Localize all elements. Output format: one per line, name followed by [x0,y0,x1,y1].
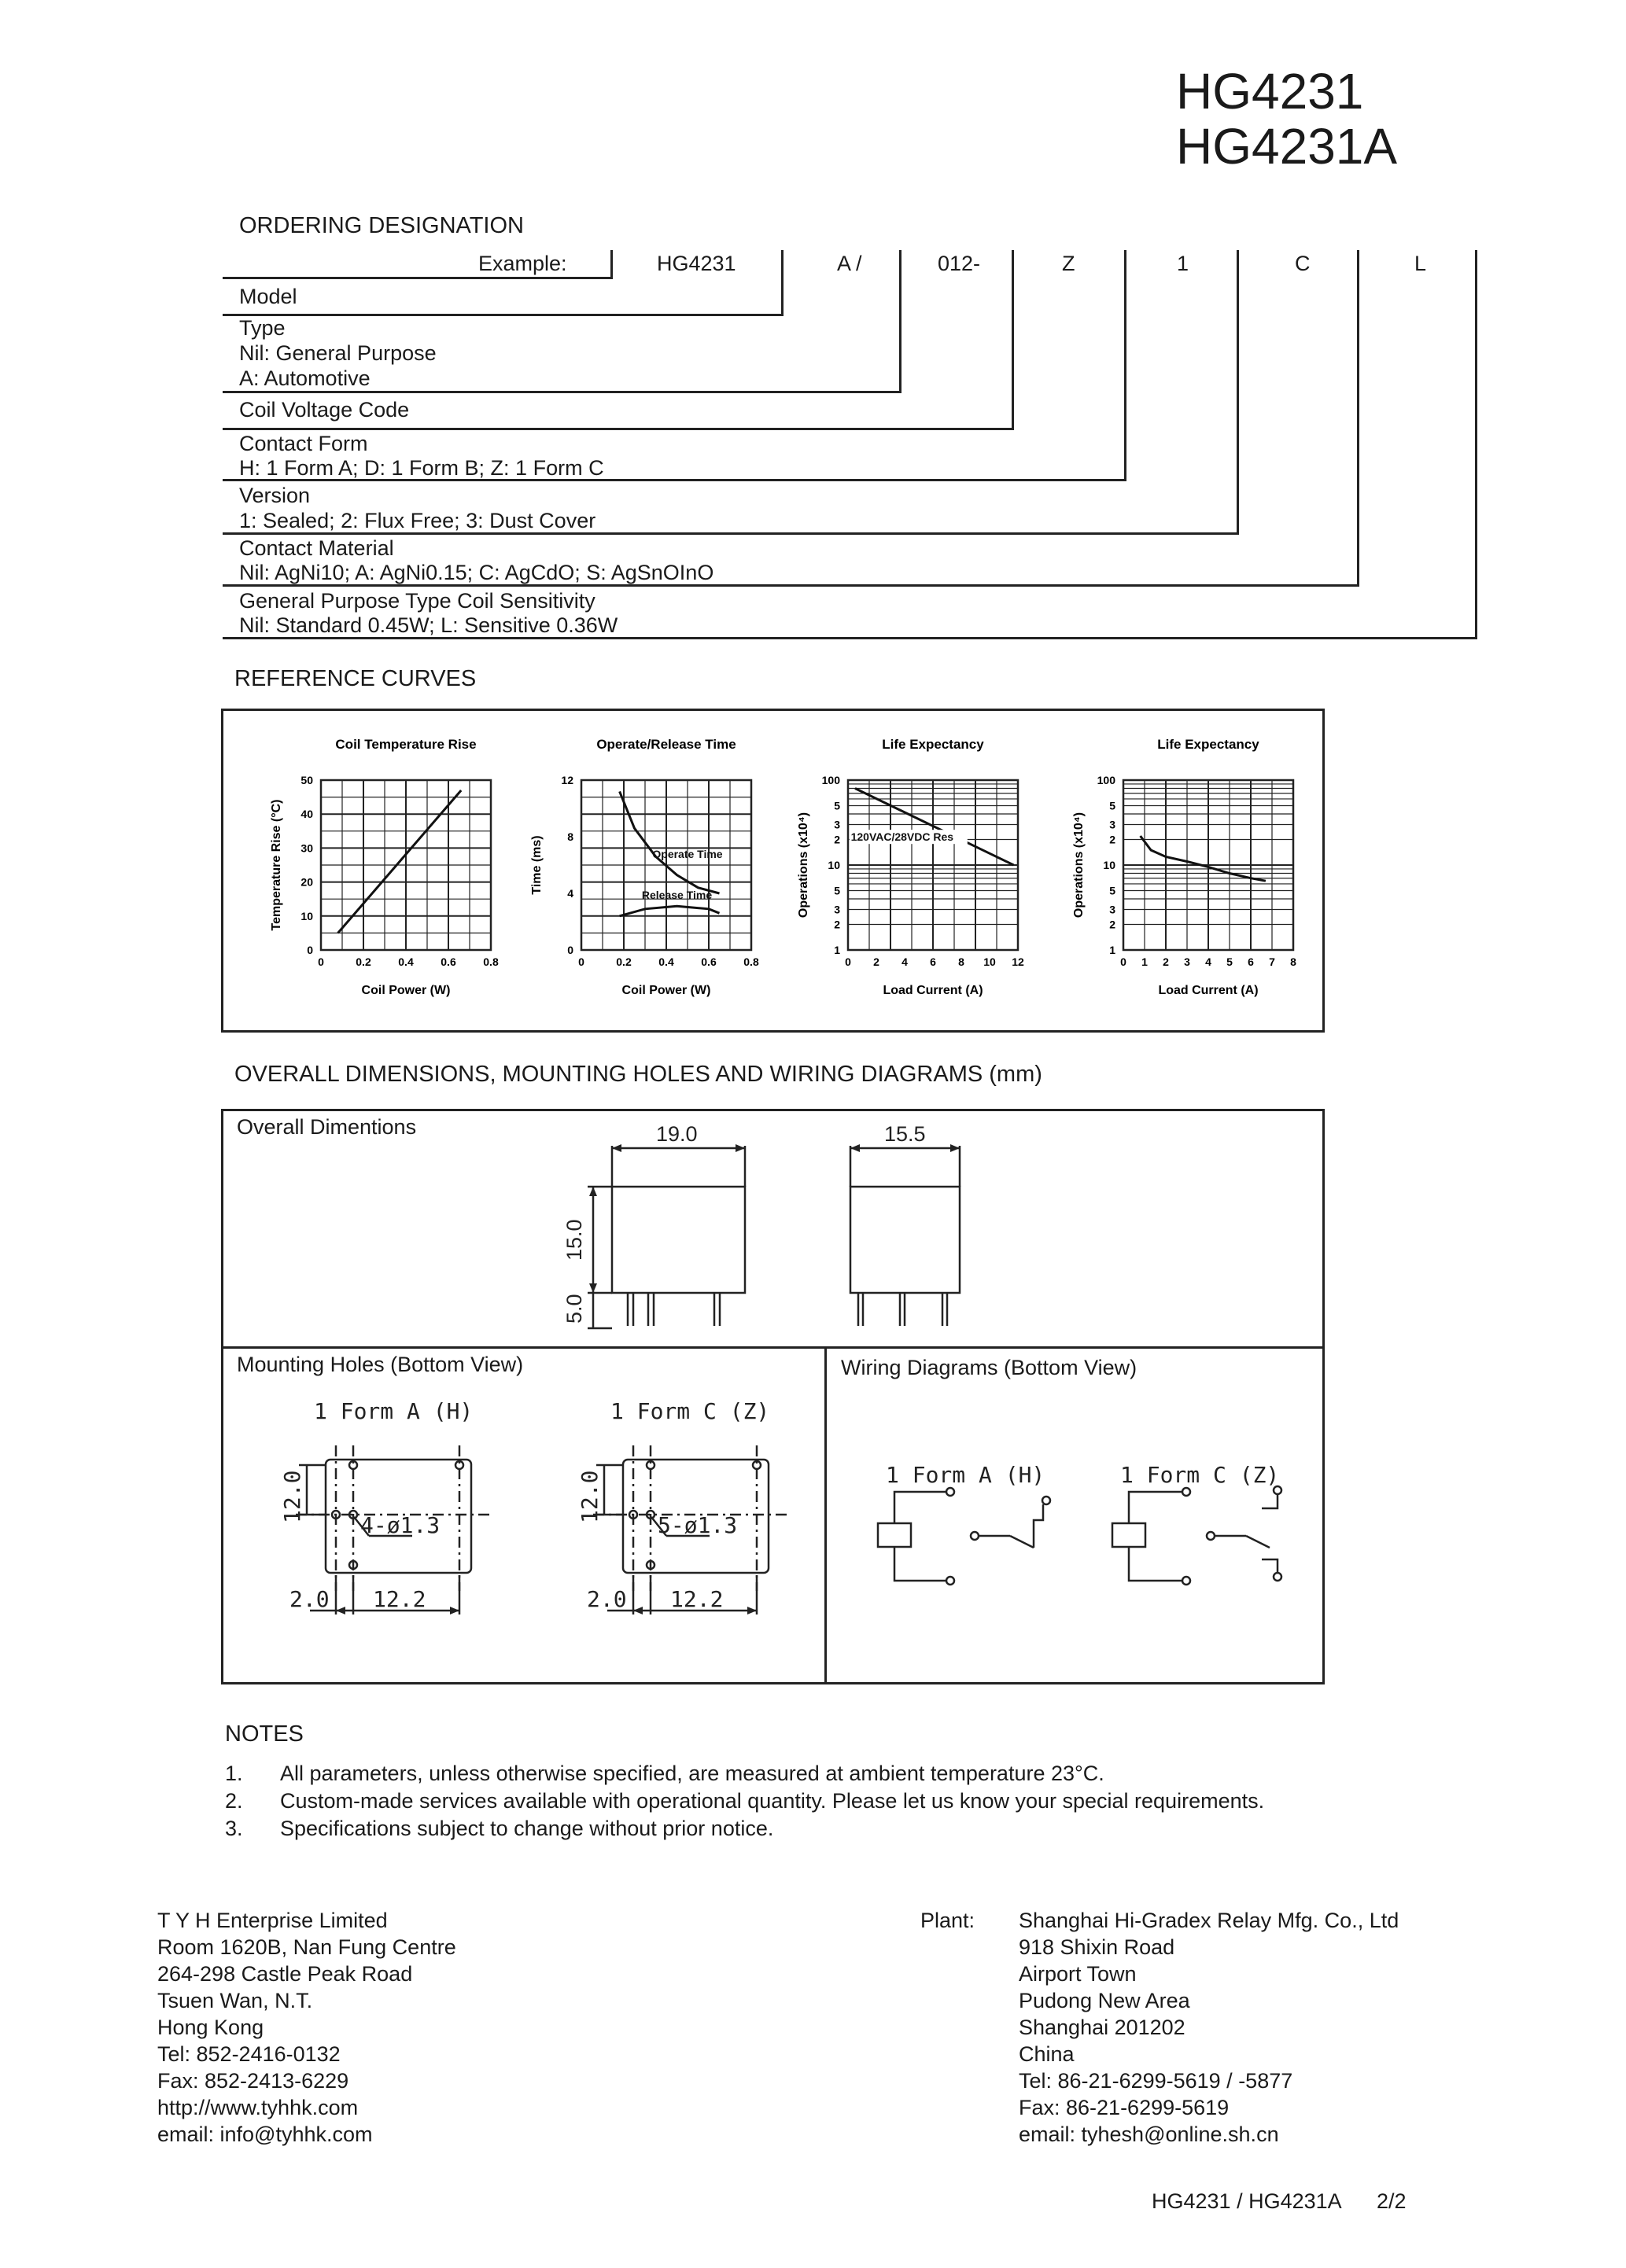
address-line: 264-298 Castle Peak Road [157,1962,413,1986]
address-line: China [1019,2042,1075,2066]
mounting-label: Mounting Holes (Bottom View) [237,1353,524,1376]
example-code-type: A / [837,252,862,275]
series-line [620,906,720,916]
y-tick-label: 12 [561,774,573,786]
x-tick-label: 0.2 [356,955,371,968]
row-form-desc: H: 1 Form A; D: 1 Form B; Z: 1 Form C [239,456,604,480]
dim-2-a: 2.0 [289,1586,330,1612]
x-tick-label: 7 [1269,955,1275,968]
x-tick-label: 2 [1163,955,1169,968]
divider [899,250,901,393]
ordering-heading: ORDERING DESIGNATION [239,213,524,238]
dim-12-c: 12.0 [577,1470,603,1523]
series-line [620,791,723,893]
y-tick-label: 0 [307,944,313,956]
x-tick-label: 6 [930,955,936,968]
dimensions-frame [221,1109,1325,1684]
y-tick-label: 3 [1109,903,1115,916]
x-tick-label: 4 [1205,955,1211,968]
address-line: T Y H Enterprise Limited [157,1909,388,1932]
note-num: 1. [225,1762,243,1785]
example-code-voltage: 012- [938,252,981,275]
dim-122-a: 12.2 [373,1586,426,1612]
model-title-2: HG4231A [1176,118,1398,175]
chart-title: Coil Temperature Rise [335,737,477,752]
address-line: Airport Town [1019,1962,1137,1986]
y-tick-label: 100 [1097,774,1115,786]
y-tick-label: 2 [834,833,840,846]
y-tick-label: 1 [834,944,840,956]
row-type-desc2: A: Automotive [239,366,371,390]
example-code-version: 1 [1177,252,1189,275]
divider [1124,250,1126,481]
x-tick-label: 0.8 [483,955,499,968]
divider [223,277,613,279]
y-tick-label: 3 [834,903,840,916]
y-tick-label: 3 [834,818,840,831]
chart-title: Operate/Release Time [596,737,736,752]
row-model-title: Model [239,285,297,308]
x-tick-label: 8 [1290,955,1296,968]
series-line [1141,836,1266,881]
y-tick-label: 2 [1109,918,1115,931]
series-label: Release Time [641,889,713,902]
x-tick-label: 0 [1120,955,1126,968]
y-axis-label: Temperature Rise (°C) [270,799,283,931]
notes-heading: NOTES [225,1721,304,1747]
address-line: Fax: 852-2413-6229 [157,2069,349,2093]
plant-label: Plant: [920,1909,975,1932]
dim-2-c: 2.0 [587,1586,627,1612]
x-tick-label: 2 [873,955,879,968]
address-line: email: tyhesh@online.sh.cn [1019,2123,1279,2146]
x-tick-label: 6 [1248,955,1254,968]
x-tick-label: 0 [578,955,584,968]
y-tick-label: 100 [821,774,840,786]
x-tick-label: 0.4 [658,955,674,968]
row-material-desc: Nil: AgNi10; A: AgNi0.15; C: AgCdO; S: AgSnOInO [239,561,714,584]
example-code-sensitivity: L [1414,252,1427,275]
plant-address [1019,1907,1399,2148]
y-tick-label: 8 [567,830,573,843]
address-line: 918 Shixin Road [1019,1935,1175,1959]
series-label: 120VAC/28VDC Res [850,830,954,844]
divider [223,391,901,393]
y-tick-label: 0 [567,944,573,956]
x-axis-label: Load Current (A) [1158,984,1259,997]
y-tick-label: 10 [1103,859,1115,871]
y-tick-label: 5 [1109,884,1115,897]
example-code-material: C [1295,252,1311,275]
y-tick-label: 10 [300,909,313,922]
y-axis-label: Time (ms) [530,835,544,895]
row-form-title: Contact Form [239,432,368,455]
address-line: Tsuen Wan, N.T. [157,1989,313,2012]
address-line: Shanghai 201202 [1019,2016,1185,2039]
relay-side-body [850,1187,960,1293]
chart-title: Life Expectancy [1157,737,1259,752]
drawings [223,1111,1322,1682]
row-material-title: Contact Material [239,536,394,560]
row-version-title: Version [239,484,311,507]
company-address [157,1907,456,2148]
x-tick-label: 4 [901,955,908,968]
x-tick-label: 8 [958,955,964,968]
form-a-title: 1 Form A (H) [314,1398,474,1424]
reference-charts [223,711,1322,1030]
address-line: email: info@tyhhk.com [157,2123,373,2146]
wiring-form-a-title: 1 Form A (H) [886,1462,1045,1488]
address-line: http://www.tyhhk.com [157,2096,359,2119]
address-line: Hong Kong [157,2016,264,2039]
page-id: HG4231 / HG4231A [1152,2189,1342,2213]
x-tick-label: 0 [845,955,851,968]
dim-width-side: 15.5 [884,1122,926,1146]
wiring-form-c-title: 1 Form C (Z) [1120,1462,1280,1488]
curves-frame [221,709,1325,1033]
x-tick-label: 0.8 [743,955,759,968]
x-tick-label: 0.6 [441,955,456,968]
address-line: Tel: 86-21-6299-5619 / -5877 [1019,2069,1293,2093]
coil-form-c [1112,1523,1145,1547]
divider [1012,250,1014,430]
y-axis-label: Operations (x10⁴) [1072,812,1086,919]
note-text: Specifications subject to change without prior notice. [280,1817,774,1840]
row-voltage-title: Coil Voltage Code [239,398,410,422]
divider [1475,250,1477,639]
x-axis-label: Load Current (A) [883,984,983,997]
y-tick-label: 3 [1109,818,1115,831]
y-tick-label: 2 [834,918,840,931]
y-tick-label: 4 [567,887,573,900]
chart-title: Life Expectancy [882,737,984,752]
dim-12-a: 12.0 [279,1470,305,1523]
divider [223,428,1014,430]
relay-front-body [612,1187,745,1293]
x-tick-label: 0 [318,955,324,968]
y-tick-label: 2 [1109,833,1115,846]
dim-122-c: 12.2 [670,1586,724,1612]
row-type-title: Type [239,316,286,340]
address-line: Shanghai Hi-Gradex Relay Mfg. Co., Ltd [1019,1909,1399,1932]
y-tick-label: 5 [1109,799,1115,812]
overall-label: Overall Dimentions [237,1115,417,1139]
note-text: Custom-made services available with operational quantity. Please let us know your special requirements. [280,1789,1265,1813]
dim-width-front: 19.0 [656,1122,698,1146]
holes-a: 4-ø1.3 [360,1512,441,1538]
y-tick-label: 40 [300,808,313,821]
address-line: Pudong New Area [1019,1989,1190,2012]
divider [781,250,784,316]
y-tick-label: 1 [1109,944,1115,956]
example-code-model: HG4231 [657,252,736,275]
x-tick-label: 1 [1141,955,1148,968]
dimensions-heading: OVERALL DIMENSIONS, MOUNTING HOLES AND WIRING DIAGRAMS (mm) [234,1062,1042,1087]
wiring-label: Wiring Diagrams (Bottom View) [841,1356,1137,1379]
curves-heading: REFERENCE CURVES [234,666,477,691]
x-tick-label: 10 [983,955,996,968]
divider [1357,250,1359,587]
coil-form-a [878,1523,911,1547]
x-tick-label: 0.2 [616,955,632,968]
dim-height: 15.0 [562,1219,586,1261]
row-type-desc: Nil: General Purpose [239,341,437,365]
example-code-form: Z [1062,252,1075,275]
address-line: Fax: 86-21-6299-5619 [1019,2096,1230,2119]
y-tick-label: 5 [834,884,840,897]
address-line: Tel: 852-2416-0132 [157,2042,341,2066]
address-line: Room 1620B, Nan Fung Centre [157,1935,456,1959]
page-number: 2/2 [1377,2189,1407,2213]
note-num: 2. [225,1789,243,1813]
series-label: Operate Time [652,848,723,860]
row-version-desc: 1: Sealed; 2: Flux Free; 3: Dust Cover [239,509,596,532]
dim-pin-length: 5.0 [562,1294,586,1324]
series-line [855,789,1014,866]
x-tick-label: 3 [1184,955,1190,968]
model-title-1: HG4231 [1176,63,1364,120]
row-sensitivity-desc: Nil: Standard 0.45W; L: Sensitive 0.36W [239,613,618,637]
holes-c: 5-ø1.3 [658,1512,738,1538]
x-tick-label: 0.6 [701,955,717,968]
x-axis-label: Coil Power (W) [361,984,451,997]
series-line [338,790,462,933]
y-tick-label: 20 [300,875,313,889]
note-text: All parameters, unless otherwise specified, are measured at ambient temperature 23°C. [280,1762,1104,1785]
x-tick-label: 0.4 [398,955,414,968]
x-axis-label: Coil Power (W) [621,984,711,997]
y-tick-label: 30 [300,841,313,855]
y-tick-label: 50 [300,774,313,786]
example-label: Example: [478,252,567,275]
x-tick-label: 12 [1012,955,1024,968]
note-num: 3. [225,1817,243,1840]
x-tick-label: 5 [1226,955,1233,968]
divider [1237,250,1239,535]
y-tick-label: 5 [834,799,840,812]
form-c-title: 1 Form C (Z) [610,1398,770,1424]
divider [610,250,613,279]
y-axis-label: Operations (x10⁴) [797,812,810,919]
divider [223,314,784,316]
row-sensitivity-title: General Purpose Type Coil Sensitivity [239,589,595,613]
y-tick-label: 10 [828,859,840,871]
